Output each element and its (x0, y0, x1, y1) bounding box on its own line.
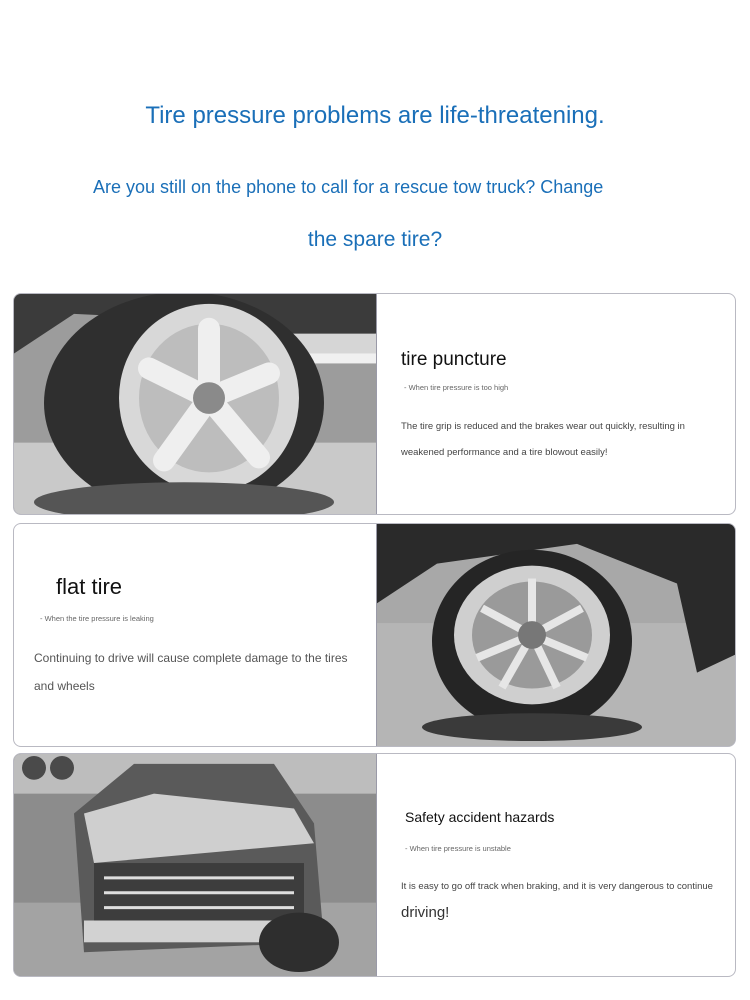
safety-hazard-card (13, 753, 736, 977)
tire-puncture-card (13, 293, 736, 515)
card-subtitle: - When tire pressure is too high (404, 383, 509, 392)
headline-question-line-2: the spare tire? (307, 228, 443, 251)
card-subtitle: - When the tire pressure is leaking (40, 614, 154, 623)
card-title: flat tire (56, 574, 123, 599)
card-body (401, 874, 731, 928)
crashed-car-photo (14, 754, 377, 976)
card-body-end: driving! (401, 904, 450, 921)
headline-title: Tire pressure problems are life-threatening. (145, 102, 605, 129)
card-title: tire puncture (401, 349, 507, 370)
flat-tire-card (13, 523, 736, 747)
tire-puncture-text (376, 294, 736, 514)
card-body-text: It is easy to go off track when braking, and it is very dangerous to continue (401, 881, 713, 892)
card-body: The tire grip is reduced and the brakes wear out quickly, resulting in weakened performance and a tire blowout easily! (401, 421, 685, 458)
card-subtitle: - When tire pressure is unstable (405, 844, 511, 853)
headline-question-line-1: Are you still on the phone to call for a rescue tow truck? Change (93, 177, 604, 197)
flat-tire-alloy-wheel-photo (14, 294, 377, 514)
safety-hazard-text (376, 754, 736, 976)
card-body: Continuing to drive will cause complete damage to the tires and wheels (34, 651, 348, 693)
flat-tire-text (14, 524, 374, 746)
card-title: Safety accident hazards (405, 809, 555, 825)
flat-tire-on-gravel-photo (376, 524, 736, 746)
